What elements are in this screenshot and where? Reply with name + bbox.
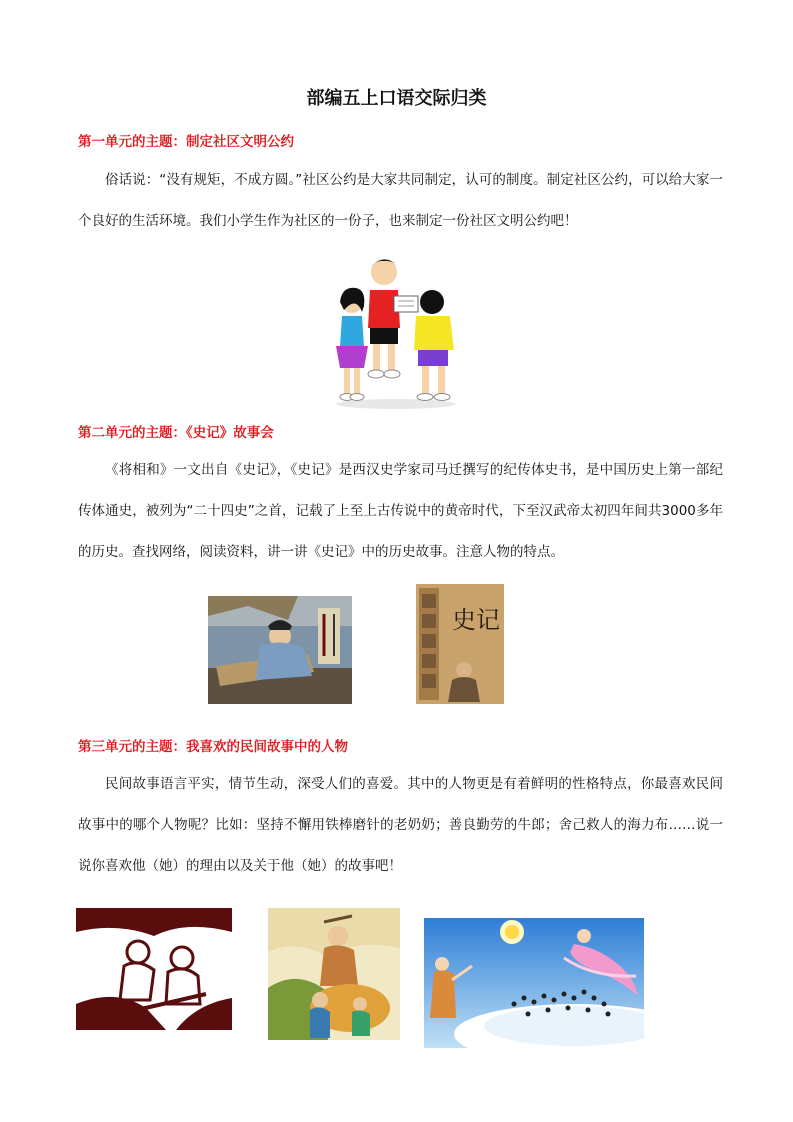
- shiji-book-cover: [416, 584, 504, 704]
- grandma-grinding-needle-illustration: [76, 908, 232, 1030]
- children-community-illustration: [326, 250, 462, 410]
- section-2-body: 《将相和》一文出自《史记》，《史记》是西汉史学家司马迁撰写的纪传体史书，是中国历史上第一部纪传体通史，被列为“二十四史”之首，记载了上至上古传说中的黄帝时代，下至汉武帝太初四年间共3000多年的历史。查找网络，阅读资料，讲一讲《史记》中的历史故事。注意人物的特点。: [78, 462, 723, 560]
- section-1-heading: 第一单元的主题：制定社区文明公约: [78, 134, 294, 150]
- document-title: 部编五上口语交际归类: [306, 88, 487, 109]
- book-cover-title: 史记: [452, 606, 500, 634]
- section-1-body: 俗话说：“没有规矩，不成方圆。”社区公约是大家共同制定，认可的制度。制定社区公约，可以给大家一个良好的生活环境。我们小学生作为社区的一份子，也来制定一份社区文明公约吧！: [78, 172, 723, 229]
- section-3-heading: 第三单元的主题：我喜欢的民间故事中的人物: [78, 739, 348, 755]
- weaver-girl-flying-illustration: [424, 918, 644, 1048]
- section-2-heading: 第二单元的主题：《史记》故事会: [78, 425, 274, 441]
- cowherd-illustration: [268, 908, 400, 1040]
- section-3-body: 民间故事语言平实，情节生动，深受人们的喜爱。其中的人物更是有着鲜明的性格特点，你最喜欢民间故事中的哪个人物呢？比如：坚持不懈用铁棒磨针的老奶奶；善良勤劳的牛郎；舍己救人的海力布……说一说你喜欢他（她）的理由以及关于他（她）的故事吧！: [78, 776, 723, 874]
- sima-qian-writing-illustration: [208, 596, 352, 704]
